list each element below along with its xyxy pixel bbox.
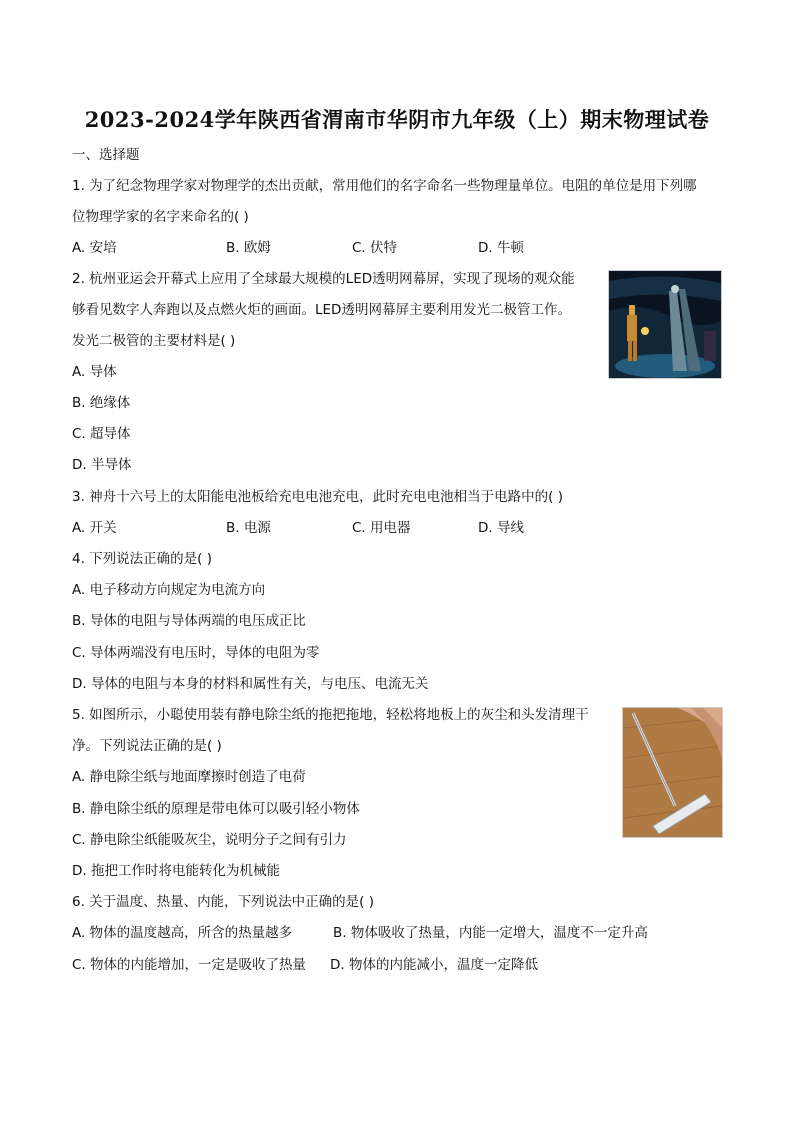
q2-option-a[interactable]: A. 导体 [72,364,117,380]
q3-line-1: 3. 神舟十六号上的太阳能电池板给充电电池充电，此时充电电池相当于电路中的( ) [72,489,563,505]
q5-option-d[interactable]: D. 拖把工作时将电能转化为机械能 [72,863,280,879]
q1-line-1: 1. 为了纪念物理学家对物理学的杰出贡献，常用他们的名字命名一些物理量单位。电阻的单位是用下列哪 [72,178,697,194]
q6-option-b[interactable]: B. 物体吸收了热量，内能一定增大，温度不一定升高 [333,925,648,941]
q1-option-c[interactable]: C. 伏特 [352,240,398,256]
q3-option-a[interactable]: A. 开关 [72,520,117,536]
q5-line-1: 5. 如图所示，小聪使用装有静电除尘纸的拖把拖地，轻松将地板上的灰尘和头发清理干 [72,707,589,723]
q4-option-c[interactable]: C. 导体两端没有电压时，导体的电阻为零 [72,645,320,661]
q4-option-b[interactable]: B. 导体的电阻与导体两端的电压成正比 [72,613,306,629]
page-title: 2023-2024学年陕西省渭南市华阴市九年级（上）期末物理试卷 [84,107,710,132]
q2-option-b[interactable]: B. 绝缘体 [72,395,131,411]
q6-option-c[interactable]: C. 物体的内能增加，一定是吸收了热量 [72,957,307,973]
q3-option-d[interactable]: D. 导线 [478,520,524,536]
q5-line-2: 净。下列说法正确的是( ) [72,738,222,754]
q1-option-b[interactable]: B. 欧姆 [226,240,271,256]
led-screen-photo [608,270,722,379]
q2-option-d[interactable]: D. 半导体 [72,457,132,473]
q5-option-c[interactable]: C. 静电除尘纸能吸灰尘，说明分子之间有引力 [72,832,347,848]
q2-line-1: 2. 杭州亚运会开幕式上应用了全球最大规模的LED透明网幕屏，实现了现场的观众能 [72,271,575,287]
q2-line-2: 够看见数字人奔跑以及点燃火炬的画面。LED透明网幕屏主要利用发光二极管工作。 [72,302,571,318]
q4-option-a[interactable]: A. 电子移动方向规定为电流方向 [72,582,266,598]
q6-option-d[interactable]: D. 物体的内能减小，温度一定降低 [330,957,538,973]
q3-option-c[interactable]: C. 用电器 [352,520,411,536]
q5-option-a[interactable]: A. 静电除尘纸与地面摩擦时创造了电荷 [72,769,306,785]
q2-line-3: 发光二极管的主要材料是( ) [72,333,236,349]
q6-option-a[interactable]: A. 物体的温度越高，所含的热量越多 [72,925,293,941]
q2-option-c[interactable]: C. 超导体 [72,426,131,442]
section-heading: 一、选择题 [72,147,140,163]
q6-line-1: 6. 关于温度、热量、内能，下列说法中正确的是( ) [72,894,374,910]
q4-line-1: 4. 下列说法正确的是( ) [72,551,212,567]
q1-line-2: 位物理学家的名字来命名的( ) [72,209,249,225]
q1-option-a[interactable]: A. 安培 [72,240,117,256]
q3-option-b[interactable]: B. 电源 [226,520,271,536]
q5-option-b[interactable]: B. 静电除尘纸的原理是带电体可以吸引轻小物体 [72,801,360,817]
q4-option-d[interactable]: D. 导体的电阻与本身的材料和属性有关，与电压、电流无关 [72,676,429,692]
mop-photo [622,707,723,838]
q1-option-d[interactable]: D. 牛顿 [478,240,524,256]
